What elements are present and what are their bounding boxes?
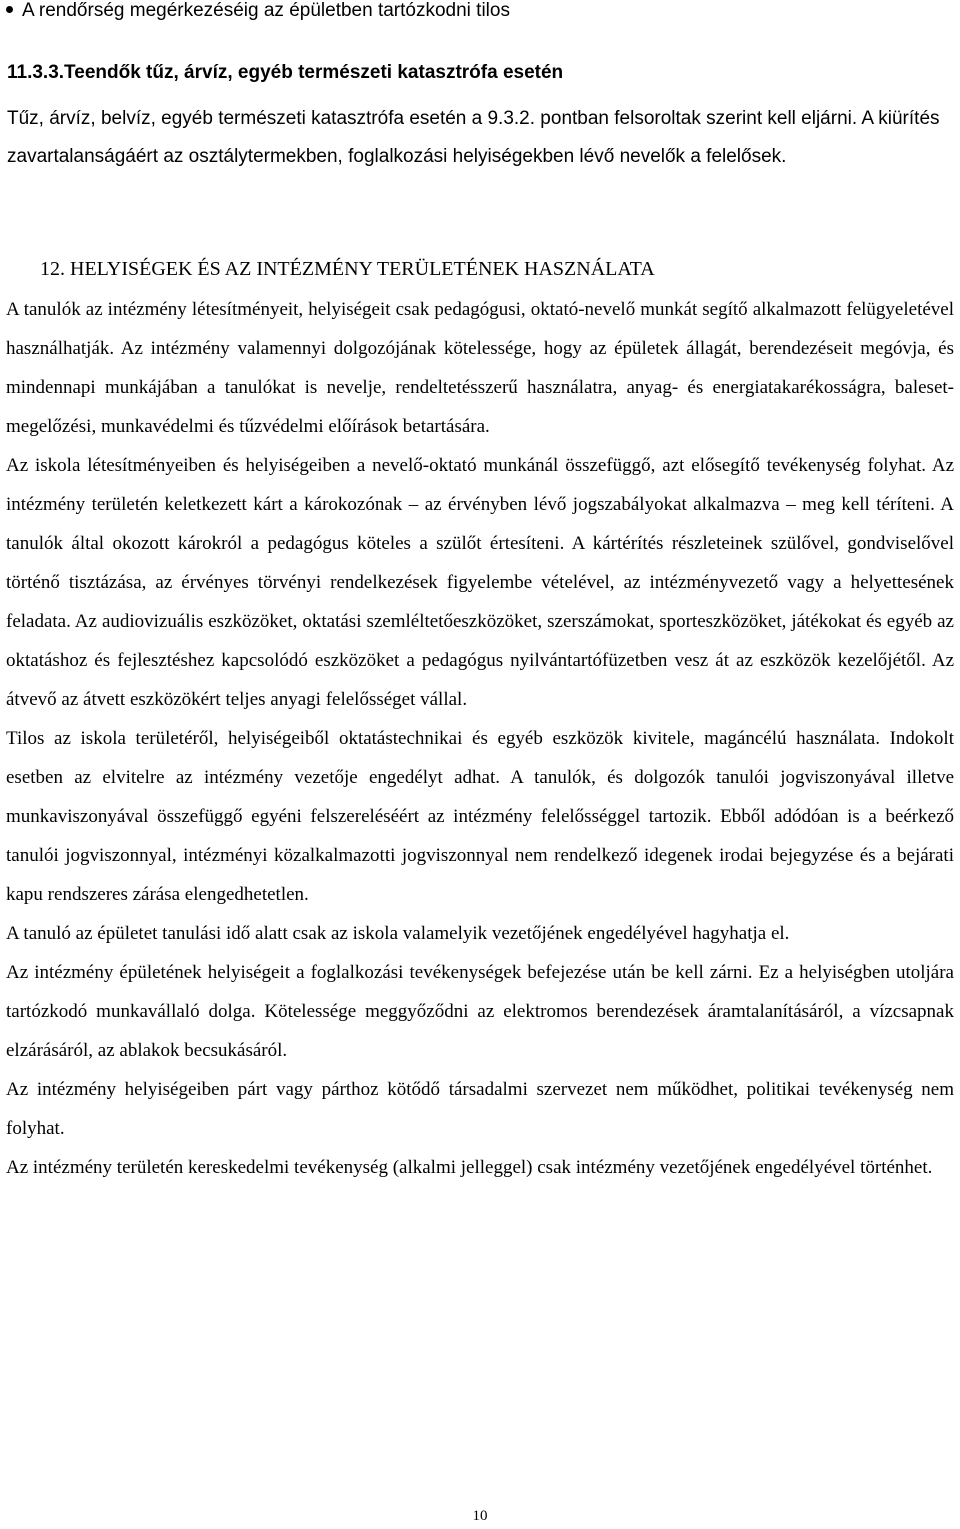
paragraph: A tanulók az intézmény létesítményeit, helyiségeit csak pedagógusi, oktató-nevelő munkát segítő alkalmazott felügyeletével használhatják. Az intézmény valamennyi dolgozójának kötelessége, hogy az épületek állagát, berendezéseit megóvja, és mindennapi munkájában a tanulókat is nevelje, rendeltetésszerű használatra, anyag- és energiatakarékosságra, baleset-megelőzési, munkavédelmi és tűzvédelmi előírások betartására. [6,299,954,437]
chapter-heading: 12. HELYISÉGEK ÉS AZ INTÉZMÉNY TERÜLETÉNEK HASZNÁLATA [40,258,655,280]
bullet-item [6,0,510,22]
bullet-dot-icon [6,6,13,13]
section-heading: 11.3.3.Teendők tűz, árvíz, egyéb természeti katasztrófa esetén [7,62,564,83]
paragraph: Az intézmény helyiségeiben párt vagy párthoz kötődő társadalmi szervezet nem működhet, politikai tevékenység nem folyhat. [6,1079,954,1139]
page-number: 10 [472,1508,488,1524]
paragraph: Az intézmény területén kereskedelmi tevékenység (alkalmi jelleggel) csak intézmény vezetőjének engedélyével történhet. [6,1157,933,1178]
bullet-text: A rendőrség megérkezéséig az épületben tartózkodni tilos [22,0,510,21]
paragraph: Az intézmény épületének helyiségeit a foglalkozási tevékenységek befejezése után be kell zárni. Ez a helyiségben utoljára tartózkodó munkavállaló dolga. Kötelessége meggyőződni az elektromos berendezések áramtalanításáról, a vízcsapnak elzárásáról, az ablakok becsukásáról. [6,962,954,1061]
paragraph: Az iskola létesítményeiben és helyiségeiben a nevelő-oktató munkánál összefüggő, azt elősegítő tevékenység folyhat. Az intézmény területén keletkezett kárt a károkozónak – az érvényben lévő jogszabályokat alkalmazva – meg kell téríteni. A tanulók által okozott károkról a pedagógus köteles a szülőt értesíteni. A kártérítés részleteinek szülővel, gondviselővel történő tisztázása, az érvényes törvényi rendelkezések figyelembe vételével, az intézményvezető vagy a helyettesének feladata. Az audiovizuális eszközöket, oktatási szemléltetőeszközöket, szerszámokat, sporteszközöket, játékokat és egyéb az oktatáshoz és fejlesztéshez kapcsolódó eszközöket a pedagógus nyilvántartófüzetben vesz át az eszközök kezelőjétől. Az átvevő az átvett eszközökért teljes anyagi felelősséget vállal. [6,455,954,710]
chapter-body [6,290,954,1187]
paragraph: A tanuló az épületet tanulási idő alatt csak az iskola valamelyik vezetőjének engedélyével hagyhatja el. [6,923,790,944]
section-body: Tűz, árvíz, belvíz, egyéb természeti katasztrófa esetén a 9.3.2. pontban felsoroltak szerint kell eljárni. A kiürítés zavartalanságáért az osztálytermekben, foglalkozási helyiségekben lévő nevelők a felelősek. [7,108,940,167]
paragraph: Tilos az iskola területéről, helyiségeiből oktatástechnikai és egyéb eszközök kivitele, magáncélú használata. Indokolt esetben az elvitelre az intézmény vezetője engedélyt adhat. A tanulók, és dolgozók tanulói jogviszonyával illetve munkaviszonyával összefüggő egyéni felszereléséért az intézmény felelősséggel tartozik. Ebből adódóan is a beérkező tanulói jogviszonnyal, intézményi közalkalmazotti jogviszonnyal nem rendelkező idegenek irodai bejegyzése és a bejárati kapu rendszeres zárása elengedhetetlen. [6,728,954,905]
